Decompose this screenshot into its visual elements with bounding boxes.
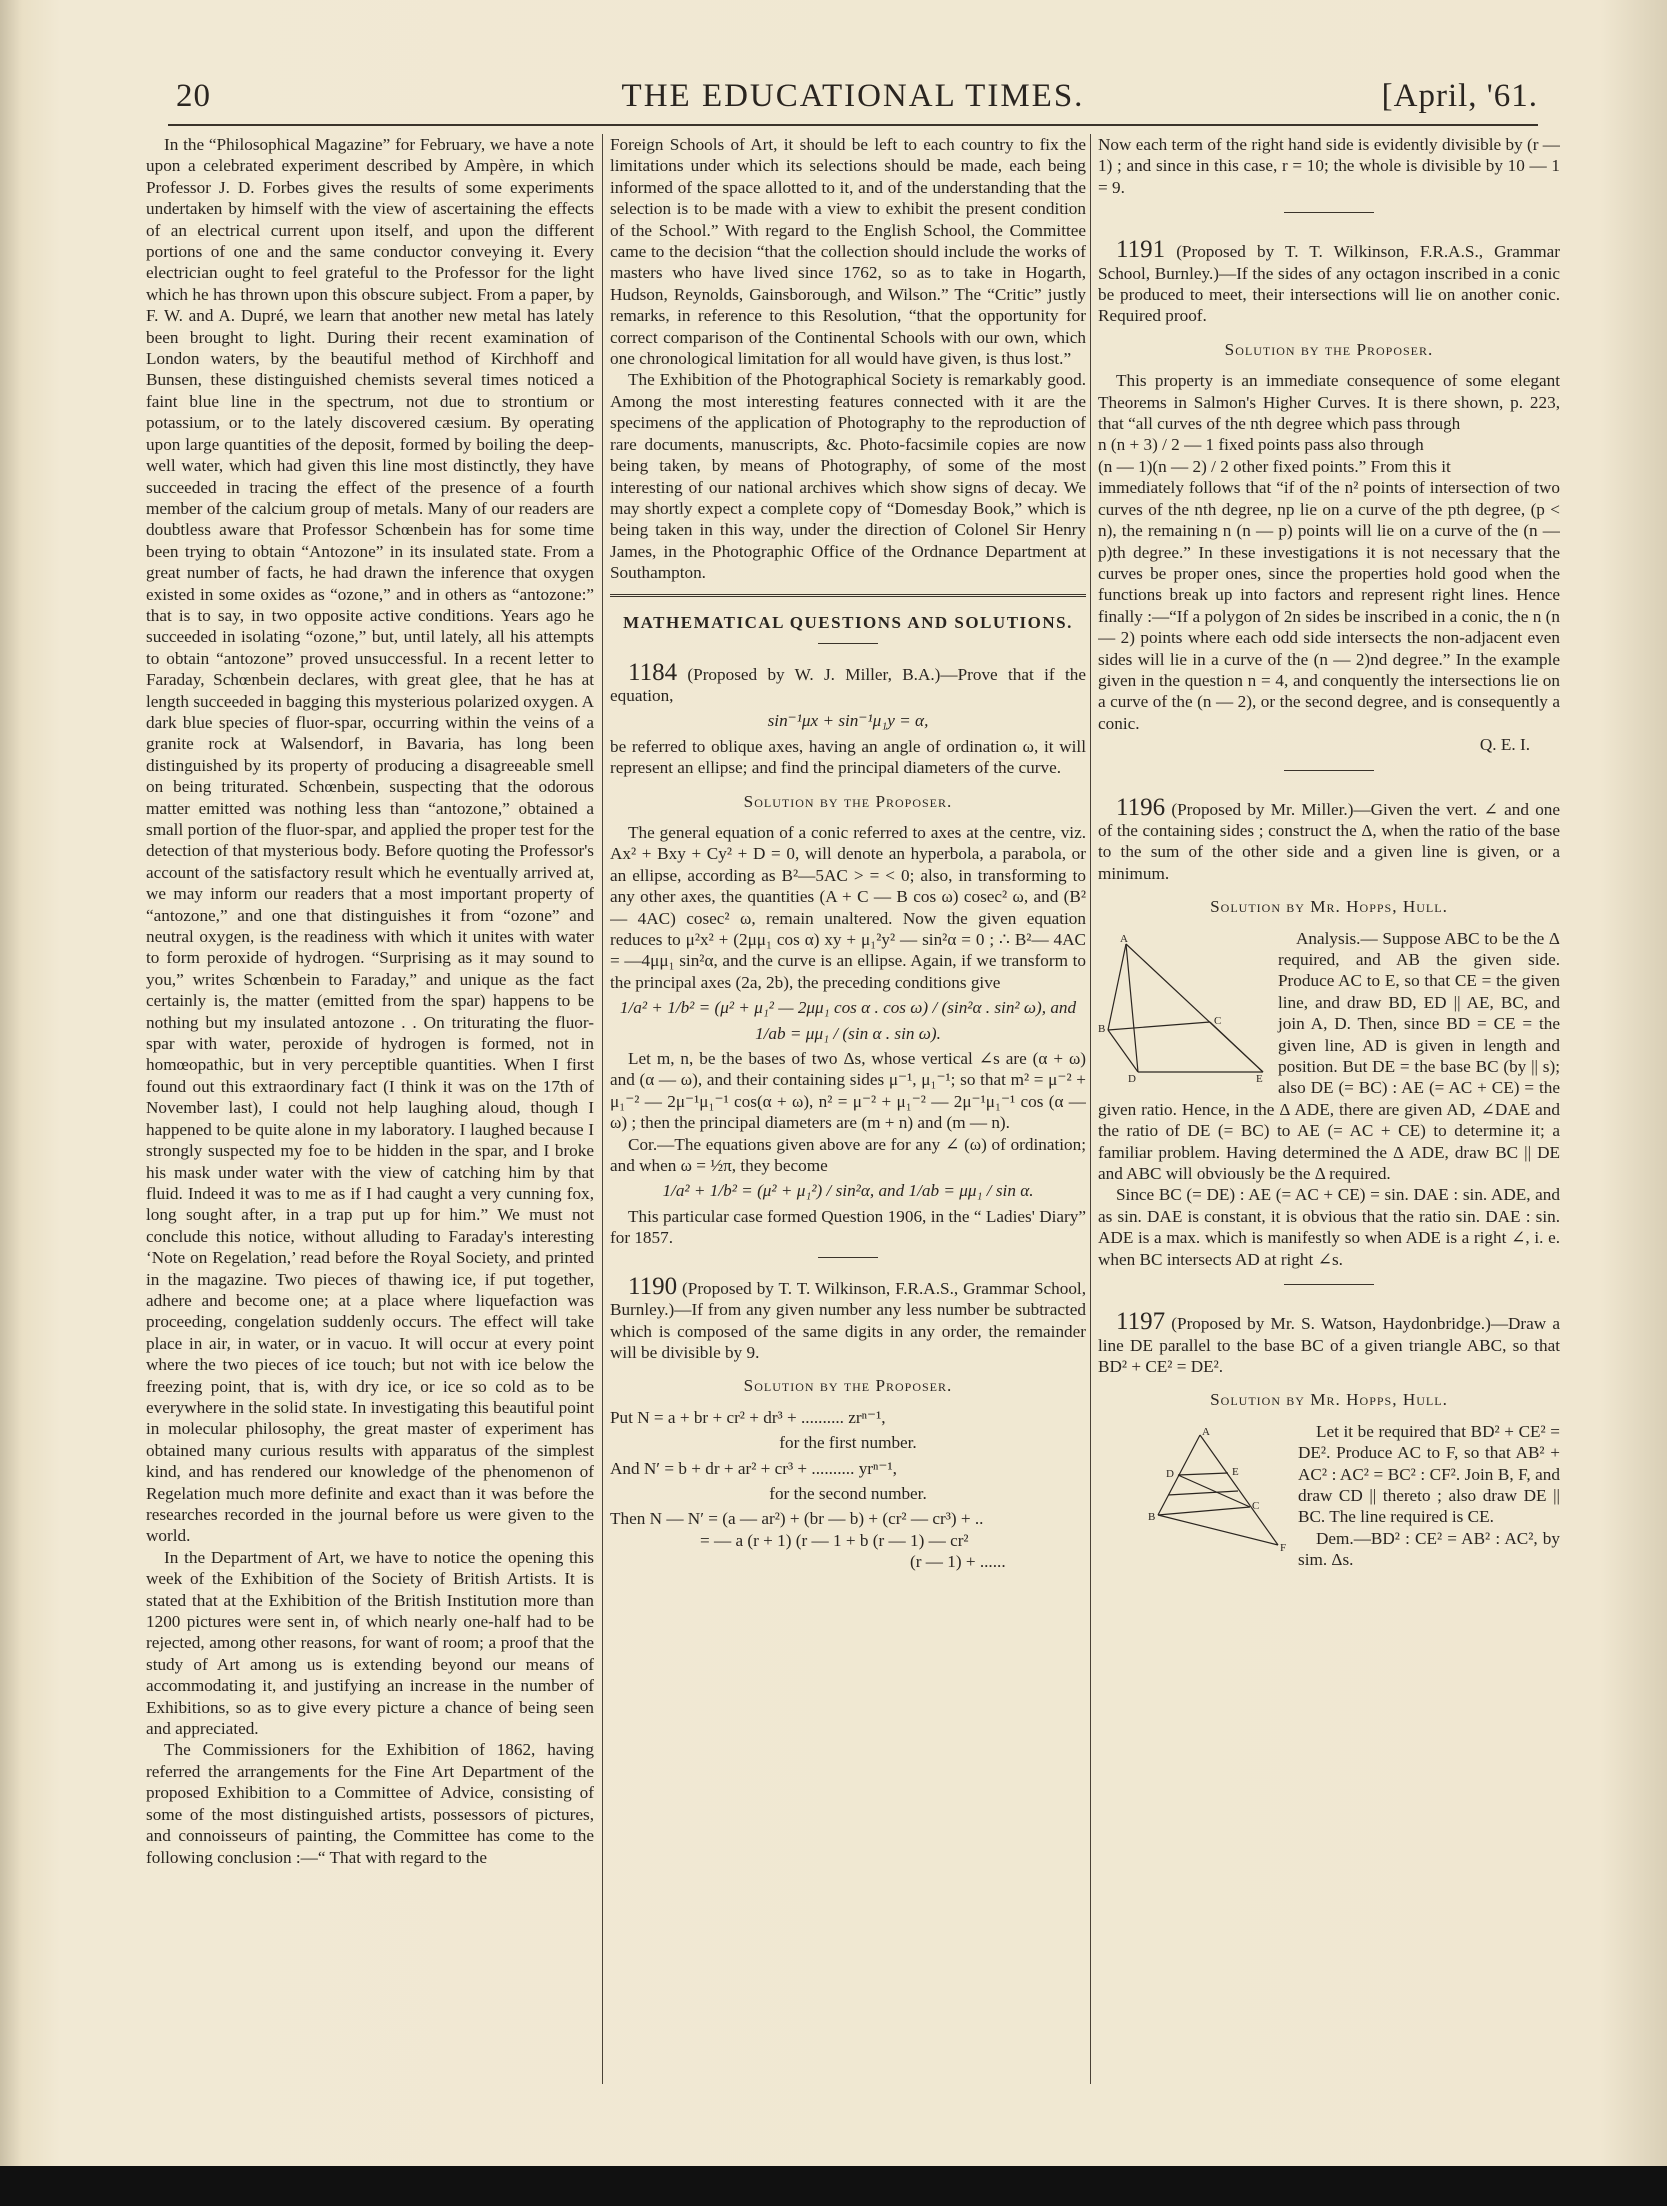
triangle-diagram xyxy=(1098,932,1268,1082)
figure-1197 xyxy=(1138,1425,1288,1560)
equation-note: for the first number. xyxy=(779,1433,917,1453)
solution-1190-cont: Now each term of the right hand side is evidently divisible by (r — 1) ; and since in this case, r = 10; the whole is divisible by 10 — 1 = 9. xyxy=(1098,135,1560,197)
photographical-society-text: The Exhibition of the Photographical Society is remarkably good. Among the most interesting features connected with it are the specimens of the application of Photography to the reproduction of rare documents, manuscripts, &c. Photo-facsimile copies are now being taken, by means of Photography, of some of the most interesting of our national archives which show signs of decay. We may shortly expect a complete copy of “Domesday Book,” which is being taken in this way, under the direction of Colonel Sir Henry James, in the Photographic Office of the Ordnance Department at Southampton. xyxy=(610,370,1086,583)
equation: 1/ab = μμ₁ / (sin α . sin ω). xyxy=(755,1023,941,1043)
divider xyxy=(1284,1284,1374,1285)
equation-line: (r — 1) + ...... xyxy=(910,1552,1006,1572)
art-department-notice: In the Department of Art, we have to notice the opening this week of the Exhibition of the Society of British Artists. It is stated that at the Exhibition of the British Institution more than 1200 pictures were sent in, of which nearly one-half had to be rejected, among other reasons, for want of room; a proof that the study of Art among us is extending beyond our means of accommodating it, and justifying an increase in the number of Exhibitions, so as to give every picture a chance of being seen and appreciated. xyxy=(146,1547,594,1739)
page-header xyxy=(168,78,1538,126)
equation: sin⁻¹μx + sin⁻¹μ₁y = α, xyxy=(767,711,929,731)
solution-1191-text: This property is an immediate consequence of some elegant Theorems in Salmon's Higher Curves. It is there shown, p. 223, that “all curves of the nth degree which pass through xyxy=(1098,371,1560,434)
page-number: 20 xyxy=(176,78,211,114)
question-number: 1184 xyxy=(628,658,678,686)
solution-1184-note: This particular case formed Question 1906, in the “ Ladies' Diary” for 1857. xyxy=(610,1206,1086,1248)
divider xyxy=(1284,212,1374,213)
corollary: Cor.—The equations given above are for any ∠ (ω) of ordination; and when ω = ½π, they become xyxy=(610,1134,1086,1176)
equation: 1/a² + 1/b² = (μ² + μ₁²) / sin²α, and 1/ab = μμ₁ / sin α. xyxy=(662,1181,1034,1201)
solution-1197-dem: Dem.—BD² : CE² = AB² : AC², by sim. Δs. xyxy=(1298,1528,1560,1570)
equation-line: Then N — N′ = (a — ar²) + (br — b) + (cr² — cr³) + .. xyxy=(610,1509,984,1529)
solution-1184-text: The general equation of a conic referred to axes at the centre, viz. Ax² + Bxy + Cy² + D = 0, will denote an hyperbola, a parabola, or an ellipse, according as B²—5AC > = < 0; also, in transforming to any other axes, the quantities (A + C — B cos ω) cosec² ω, and (B² — 4AC) cosec² ω, remain unaltered. Now the given equation reduces to μ²x² + (2μμ₁ cos α) xy + μ₁²y² — sin²α = 0 ; ∴ B²— 4AC = —4μμ₁ sin²α, and the curve is an ellipse. Again, if we transform to the principal axes (2a, 2b), the preceding conditions give xyxy=(610,822,1086,992)
triangle-diagram xyxy=(1138,1425,1288,1555)
fig-label: A xyxy=(1202,1425,1210,1438)
solution-1184-text: Let m, n, be the bases of two Δs, whose vertical ∠s are (α + ω) and (α — ω), and their containing sides μ⁻¹, μ₁⁻¹; so that m² = μ⁻² + μ₁⁻² — 2μ⁻¹μ₁⁻¹ cos(α + ω), n² = μ⁻² + μ₁⁻² — 2μ⁻¹μ₁⁻¹ cos (α — ω) ; then the principal diameters are (m + n) and (m — n). xyxy=(610,1049,1086,1133)
solution-1196-text: Since BC (= DE) : AE (= AC + CE) = sin. DAE : sin. ADE, and as sin. DAE is constant, it is obvious that the ratio sin. DAE : sin. ADE is a max. which is manifestly so when ADE is a right ∠, i. e. when BC intersects AD at right ∠s. xyxy=(1098,1185,1560,1269)
equation-line: And N′ = b + dr + ar² + cr³ + .......... yrⁿ⁻¹, xyxy=(610,1458,897,1478)
commissioners-notice: The Commissioners for the Exhibition of 1862, having referred the arrangements for the Fine Art Department of the proposed Exhibition to a Committee of Advice, consisting of some of the most distinguished artists, possessors of pictures, and connoisseurs of painting, the Committee has come to the following conclusion :—“ That with regard to the xyxy=(146,1740,594,1867)
fraction-line: (n — 1)(n — 2) / 2 other fixed points.” From this it xyxy=(1098,456,1451,476)
solution-heading: Solution by the Proposer. xyxy=(1224,339,1434,359)
equation: 1/a² + 1/b² = (μ² + μ₁² — 2μμ₁ cos α . cos ω) / (sin²α . sin² ω), and xyxy=(619,998,1077,1018)
figure-1196 xyxy=(1098,932,1268,1087)
question-number: 1197 xyxy=(1116,1308,1166,1336)
question-1190: 1190 (Proposed by T. T. Wilkinson, F.R.A.S., Grammar School, Burnley.)—If from any given number any less number be subtracted which is composed of the same digits in any order, the remainder will be divisible by 9. xyxy=(610,1272,1086,1362)
qei-mark: Q. E. I. xyxy=(1479,735,1530,755)
equation-line: = — a (r + 1) (r — 1 + b (r — 1) — cr² xyxy=(700,1530,969,1550)
solution-1191-text: immediately follows that “if of the n² points of intersection of two curves of the nth degree, np lie on a curve of the pth degree, (p < n), the remaining n (n — p) points will lie on a curve of the (n — p)th degree.” In these investigations it is not necessary that the curves be proper ones, since the properties hold good when the functions break up into factors and represent right lines. Hence finally :—“If a polygon of 2n sides be inscribed in a conic, the n (n — 2) points where each odd side intersects the non-adjacent even sides will lie in a curve of the (n — 2)nd degree.” In the example given in the question n = 4, and conquently the intersections lie on a curve of the (n — 2), or the second degree, and is consequently a conic. xyxy=(1098,478,1560,733)
fraction-line: n (n + 3) / 2 — 1 fixed points pass also through xyxy=(1098,435,1424,455)
question-number: 1191 xyxy=(1116,236,1166,264)
divider xyxy=(818,643,878,644)
question-1196: 1196 (Proposed by Mr. Miller.)—Given the vert. ∠ and one of the containing sides ; construct the Δ, when the ratio of the base to the sum of the other side and a given line is given, or a minimum. xyxy=(1098,793,1560,883)
fig-label: C xyxy=(1252,1499,1260,1512)
column-1 xyxy=(146,134,594,2084)
fig-label: D xyxy=(1128,1072,1136,1082)
science-notice: In the “Philosophical Magazine” for February, we have a note upon a celebrated experiment described by Ampère, in which Professor J. D. Forbes gives the results of some experiments undertaken by himself with the view of ascertaining the effects of an electrical current upon itself, and upon the different portions of one and the same conductor conveying it. Every electrician ought to feel grateful to the Professor for the light which he has thrown upon this obscure subject. From a paper, by F. W. and A. Dupré, we learn that another new metal has lately been brought to light. During their recent examination of London waters, by the beautiful method of Kirchhoff and Bunsen, these distinguished chemists several times noticed a faint blue line in the spectrum, not due to strontium or potassium, or to the lately discovered cæsium. By operating upon large quantities of the deposit, formed by boiling the deep-well water, which had given this line most distinctly, they have succeeded in tracing the effect of the presence of a fourth member of the calcium group of metals. Many of our readers are doubtless aware that Professor Schœnbein has for some time been trying to obtain “Antozone” in its insulated state. From a great number of facts, he had drawn the inference that oxygen existed in some oxides as “ozone,” and in others as “antozone:” that is to say, in two opposite active conditions. Years ago he succeeded in isolating “ozone,” but, until lately, all his attempts to obtain “antozone” proved unsuccessful. In a recent letter to Faraday, Schœnbein declares, with great glee, that he has at length succeeded in bagging this mysterious polarized oxygen. A dark blue species of fluor-spar, occurring within the veins of a granite rock at Walsendorf, in Bavaria, has long been distinguished by its property of producing a disagreeable smell on being triturated. Schœnbein, suspecting that the odorous matter emitted was nothing less than “antozone,” obtained a small portion of the fluor-spar, and applied the proper test for the detection of that mysterious body. Before quoting the Professor's account of the satisfactory result which he eventually arrived at, we may inform our readers that a most important property of “antozone,” and one that distinguishes it from “ozone” and neutral oxygen, is the readiness with which it unites with water to form peroxide of hydrogen. “Surprising as it may sound to you,” writes Schœnbein to Faraday,” and unique as the fact certainly is, the matter (emitted from the spar) happens to be nothing but my insulated antozone . . On triturating the fluor-spar with water, peroxide of hydrogen is formed, not in homœopathic, but in very perceptible quantities. When I first found out this extraordinary fact (I think it was on the 17th of November last), I could not help laughing aloud, though I happened to be quite alone in my laboratory. I laughed because I strongly suspected my foe to be hidden in the spar, and I broke his mask under water with the view of catching him by that fluid. Indeed it was to me as if I had caught a very cunning fox, long sought after, in a trap put up for him.” We must not conclude this notice, without alluding to Faraday's interesting ‘Note on Regelation,’ read before the Royal Society, and printed in the magazine. Two pieces of thawing ice, if put together, adhere and become one; at a place where liquefaction was proceeding, congelation suddenly occurs. The effect will take place in air, in water, or in vacuo. It will occur at every point where the two pieces of ice touch; but not with ice below the freezing point, that is, with dry ice, or ice so cold as to be everywhere in the solid state. In investigating this beautiful point in molecular philosophy, the great master of experiment has obtained many curious results with apparatus of the simplest kind, and has rendered our knowledge of the phenomenon of Regelation much more definite and exact than it was before the researches recorded in the journal before us were given to the world. xyxy=(146,135,594,1546)
equation-note: for the second number. xyxy=(769,1483,927,1503)
question-1184-cont: be referred to oblique axes, having an angle of ordination ω, it will represent an ellipse; and find the principal diameters of the curve. xyxy=(610,736,1086,778)
fig-label: E xyxy=(1232,1465,1239,1478)
section-divider xyxy=(610,594,1086,597)
question-1197: 1197 (Proposed by Mr. S. Watson, Haydonbridge.)—Draw a line DE parallel to the base BC of a given triangle ABC, so that BD² + CE² = DE². xyxy=(1098,1308,1560,1376)
solution-1196-text: Analysis.— Suppose ABC to be the Δ required, and AB the given side. Produce AC to E, so that CE = the given line, and draw BD, ED || AE, BC, and join A, D. Then, since BD = CE = the given line, AD is given in length and position. But DE = the base BC (by || s); also DE (= BC) : AE (= AC + CE) = the given ratio. Hence, in the Δ ADE, there are given AD, ∠DAE and the ratio of DE (= BC) to AE (= AC + CE) to determine it; a familiar problem. Having determined the Δ ADE, draw BC || DE and ABC will obviously be the Δ required. xyxy=(1098,928,1560,1184)
column-2 xyxy=(610,134,1086,2084)
fig-label: C xyxy=(1214,1014,1222,1027)
solution-heading: Solution by Mr. Hopps, Hull. xyxy=(1210,897,1448,917)
fig-label: F xyxy=(1280,1541,1287,1554)
question-1184: 1184 (Proposed by W. J. Miller, B.A.)—Prove that if the equation, xyxy=(610,658,1086,705)
question-number: 1196 xyxy=(1116,793,1166,821)
solution-heading: Solution by the Proposer. xyxy=(743,1376,953,1396)
question-1191: 1191 (Proposed by T. T. Wilkinson, F.R.A.S., Grammar School, Burnley.)—If the sides of any octagon inscribed in a conic be produced to meet, their intersections will lie on another conic. Required proof. xyxy=(1098,236,1560,326)
section-title: MATHEMATICAL QUESTIONS AND SOLUTIONS. xyxy=(623,612,1073,632)
equation-line: Put N = a + br + cr² + dr³ + .......... zrⁿ⁻¹, xyxy=(610,1407,886,1427)
solution-heading: Solution by the Proposer. xyxy=(743,791,953,811)
solution-1197-text: Let it be required that BD² + CE² = DE². Produce AC to F, so that AB² + AC² : AC² = BC² : CF². Join B, F, and draw CD || thereto ; also draw DE || BC. The line required is CE. xyxy=(1298,1421,1560,1527)
solution-heading: Solution by Mr. Hopps, Hull. xyxy=(1210,1390,1448,1410)
fig-label: A xyxy=(1120,932,1128,945)
fig-label: B xyxy=(1148,1510,1156,1523)
fig-label: B xyxy=(1098,1022,1106,1035)
fig-label: D xyxy=(1166,1467,1174,1480)
publication-title: THE EDUCATIONAL TIMES. xyxy=(621,78,1085,114)
fig-label: E xyxy=(1256,1072,1263,1082)
column-rule xyxy=(1090,134,1091,2084)
divider xyxy=(818,1257,878,1258)
foreign-schools-text: Foreign Schools of Art, it should be left to each country to fix the limitations under which its selections should be made, each being informed of the space allotted to it, and of the understanding that the selection is to be made with a view to exhibit the present condition of the School.” With regard to the English School, the Committee came to the decision “that the collection should include the works of masters who have lived since 1762, so as to take in Hogarth, Hudson, Reynolds, Gainsborough, and Wilson.” The “Critic” justly remarks, in reference to this Resolution, “that the opportunity for correct comparison of the Continental Schools with our own, which one chronological limitation for all would have given, is thus lost.” xyxy=(610,135,1086,369)
issue-date: [April, '61. xyxy=(1381,78,1538,114)
column-3 xyxy=(1098,134,1560,2084)
question-number: 1190 xyxy=(628,1272,678,1300)
column-rule xyxy=(602,134,603,2084)
divider xyxy=(1284,770,1374,771)
